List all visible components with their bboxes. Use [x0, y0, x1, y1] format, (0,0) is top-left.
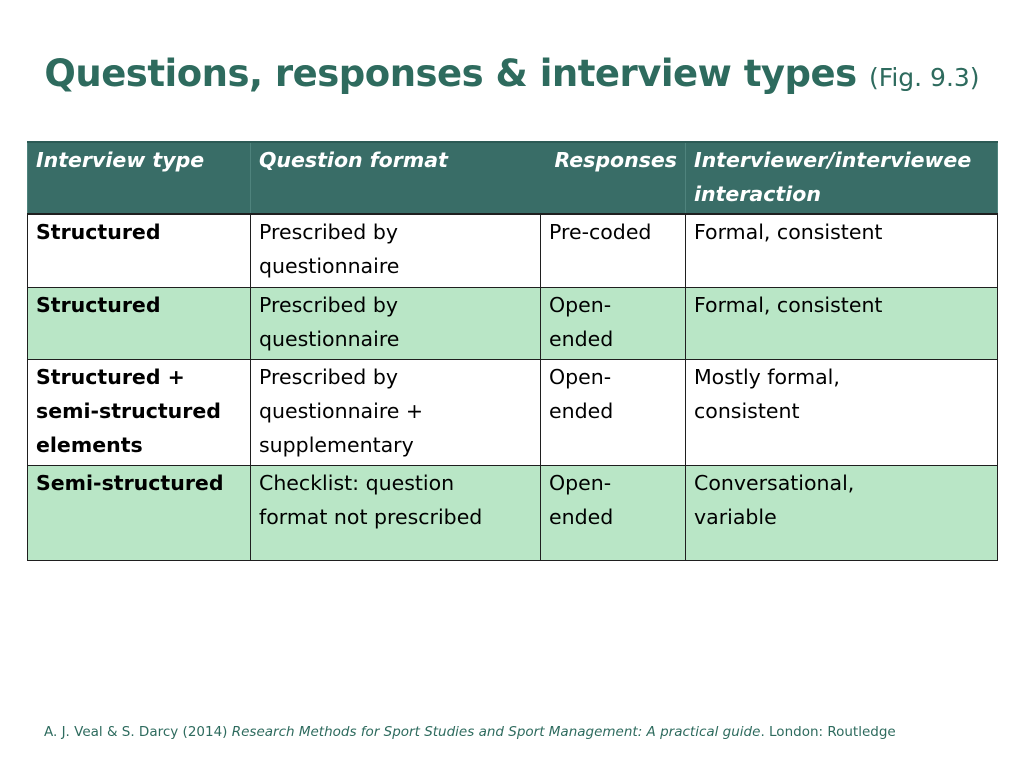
interview-types-table: [27, 141, 998, 561]
citation-book-title: Research Methods for Sport Studies and Sport Management: A practical guide: [231, 724, 761, 740]
cell-text-line: Structured: [36, 220, 161, 244]
cell-responses: [541, 287, 686, 359]
cell-text-line: Semi-structured: [36, 470, 224, 495]
cell-text-line: Open-: [549, 470, 612, 495]
cell-question-format: [251, 287, 541, 359]
slide-title-main: Questions, responses & interview types: [44, 52, 857, 95]
cell-text-line: Formal, consistent: [694, 220, 883, 244]
cell-text-line: ended: [549, 398, 614, 423]
header-interaction-line1: Interviewer/interviewee: [694, 148, 972, 172]
cell-interview-type: [28, 465, 251, 560]
cell-interview-type: [28, 214, 251, 287]
cell-interaction: [686, 465, 998, 560]
cell-text-line: consistent: [694, 398, 800, 423]
cell-text-line: variable: [694, 504, 777, 529]
table-body: [28, 214, 998, 560]
cell-text-line: elements: [36, 432, 143, 457]
slide-title: [0, 52, 1024, 95]
figure-reference: (Fig. 9.3): [869, 63, 980, 92]
cell-responses: [541, 359, 686, 465]
cell-responses: [541, 465, 686, 560]
cell-text-line: supplementary: [259, 432, 414, 457]
cell-interaction: [686, 214, 998, 287]
table-row: [28, 359, 998, 465]
citation-publisher: . London: Routledge: [760, 724, 896, 740]
cell-text-line: questionnaire: [259, 326, 400, 351]
cell-text-line: Formal, consistent: [694, 292, 883, 317]
cell-text-line: ended: [549, 504, 614, 529]
table-header-row: [28, 142, 998, 214]
cell-text-line: Structured +: [36, 364, 185, 389]
cell-text-line: Prescribed by: [259, 292, 398, 317]
cell-text-line: format not prescribed: [259, 504, 483, 529]
cell-text-line: Open-: [549, 364, 612, 389]
cell-text-line: Mostly formal,: [694, 364, 840, 389]
cell-question-format: [251, 465, 541, 560]
cell-text-line: semi-structured: [36, 398, 221, 423]
cell-text-line: questionnaire +: [259, 398, 424, 423]
header-interaction: [686, 142, 998, 214]
header-interaction-line2: interaction: [694, 182, 821, 206]
cell-text-line: Prescribed by: [259, 220, 398, 244]
header-interview-type: Interview type: [28, 142, 251, 214]
cell-text-line: ended: [549, 326, 614, 351]
cell-text-line: Prescribed by: [259, 364, 398, 389]
cell-text-line: Pre-coded: [549, 220, 652, 244]
table-row: [28, 465, 998, 560]
cell-interaction: [686, 359, 998, 465]
cell-question-format: [251, 359, 541, 465]
citation-authors: A. J. Veal & S. Darcy (2014): [44, 724, 232, 740]
cell-text-line: Conversational,: [694, 470, 855, 495]
cell-question-format: [251, 214, 541, 287]
table-row: [28, 214, 998, 287]
citation: [44, 724, 1004, 740]
table-row: [28, 287, 998, 359]
header-question-format: Question format: [259, 148, 448, 172]
cell-text-line: Open-: [549, 292, 612, 317]
cell-interaction: [686, 287, 998, 359]
header-format-and-responses: [251, 142, 686, 214]
cell-responses: [541, 214, 686, 287]
cell-text-line: Structured: [36, 292, 161, 317]
header-responses: Responses: [554, 148, 677, 172]
cell-interview-type: [28, 287, 251, 359]
cell-text-line: Checklist: question: [259, 470, 455, 495]
cell-text-line: questionnaire: [259, 254, 400, 278]
cell-interview-type: [28, 359, 251, 465]
